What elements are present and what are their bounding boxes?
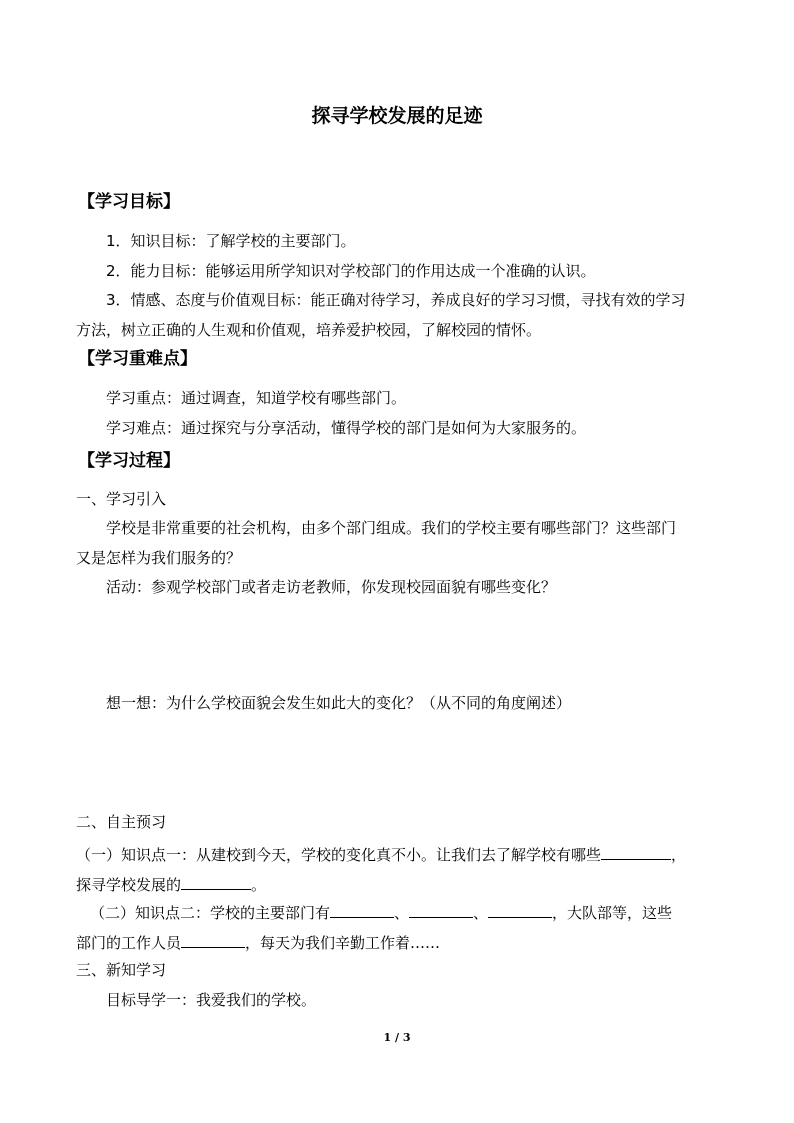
fill-blank[interactable]: [409, 901, 473, 918]
fill-blank[interactable]: [181, 931, 245, 948]
keypoint-difficulty: 学习难点：通过探究与分享活动，懂得学校的部门是如何为大家服务的。: [106, 419, 587, 437]
kp1-text-b: ，: [671, 846, 687, 864]
fill-blank[interactable]: [488, 901, 552, 918]
keypoints-heading: 【学习重难点】: [78, 349, 197, 369]
kp2-line2-text-a: 部门的工作人员: [76, 934, 182, 952]
kp2-text-b: ，大队部等，这些: [552, 904, 673, 922]
preview-heading: 二、自主预习: [76, 813, 167, 831]
activity-prompt: 活动：参观学校部门或者走访老教师，你发现校园面貌有哪些变化？: [106, 578, 557, 596]
objective-item-2: 2．能力目标：能够运用所学知识对学校部门的作用达成一个准确的认识。: [106, 262, 596, 280]
kp2-text-a: （二）知识点二：学校的主要部门有: [90, 904, 331, 922]
kp1-line2-text-a: 探寻学校发展的: [76, 876, 182, 894]
intro-heading: 一、学习引入: [76, 490, 167, 508]
objectives-heading: 【学习目标】: [78, 192, 180, 212]
fill-blank[interactable]: [181, 873, 251, 890]
kp2-sep-1: 、: [394, 904, 410, 922]
intro-paragraph-line1: 学校是非常重要的社会机构，由多个部门组成。我们的学校主要有哪些部门？这些部门: [106, 519, 677, 537]
objective-item-3-line1: 3．情感、态度与价值观目标：能正确对待学习，养成良好的学习习惯，寻找有效的学习: [106, 291, 686, 309]
knowledge-point-2-line1: [90, 901, 672, 923]
objective-item-1: 1．知识目标：了解学校的主要部门。: [106, 232, 356, 250]
kp1-text-a: （一）知识点一：从建校到今天，学校的变化真不小。让我们去了解学校有哪些: [76, 846, 602, 864]
kp1-line2-text-b: 。: [251, 876, 267, 894]
page-number: 1 / 3: [383, 1031, 411, 1044]
knowledge-point-1-line1: [76, 843, 686, 865]
new-learning-heading: 三、新知学习: [76, 961, 167, 979]
kp2-sep-2: 、: [473, 904, 489, 922]
think-prompt: 想一想：为什么学校面貌会发生如此大的变化？（从不同的角度阐述）: [106, 694, 572, 712]
knowledge-point-1-line2: [76, 873, 266, 895]
keypoint-focus: 学习重点：通过调查，知道学校有哪些部门。: [106, 389, 407, 407]
kp2-line2-text-b: ，每天为我们辛勤工作着……: [245, 934, 441, 952]
fill-blank[interactable]: [601, 843, 671, 860]
intro-paragraph-line2: 又是怎样为我们服务的？: [76, 549, 242, 567]
process-heading: 【学习过程】: [78, 451, 180, 471]
objective-item-3-line2: 方法，树立正确的人生观和价值观，培养爱护校园，了解校园的情怀。: [76, 321, 542, 339]
knowledge-point-2-line2: [76, 931, 440, 953]
document-title: 探寻学校发展的足迹: [311, 105, 483, 127]
goal-1: 目标导学一：我爱我们的学校。: [106, 991, 317, 1009]
fill-blank[interactable]: [330, 901, 394, 918]
